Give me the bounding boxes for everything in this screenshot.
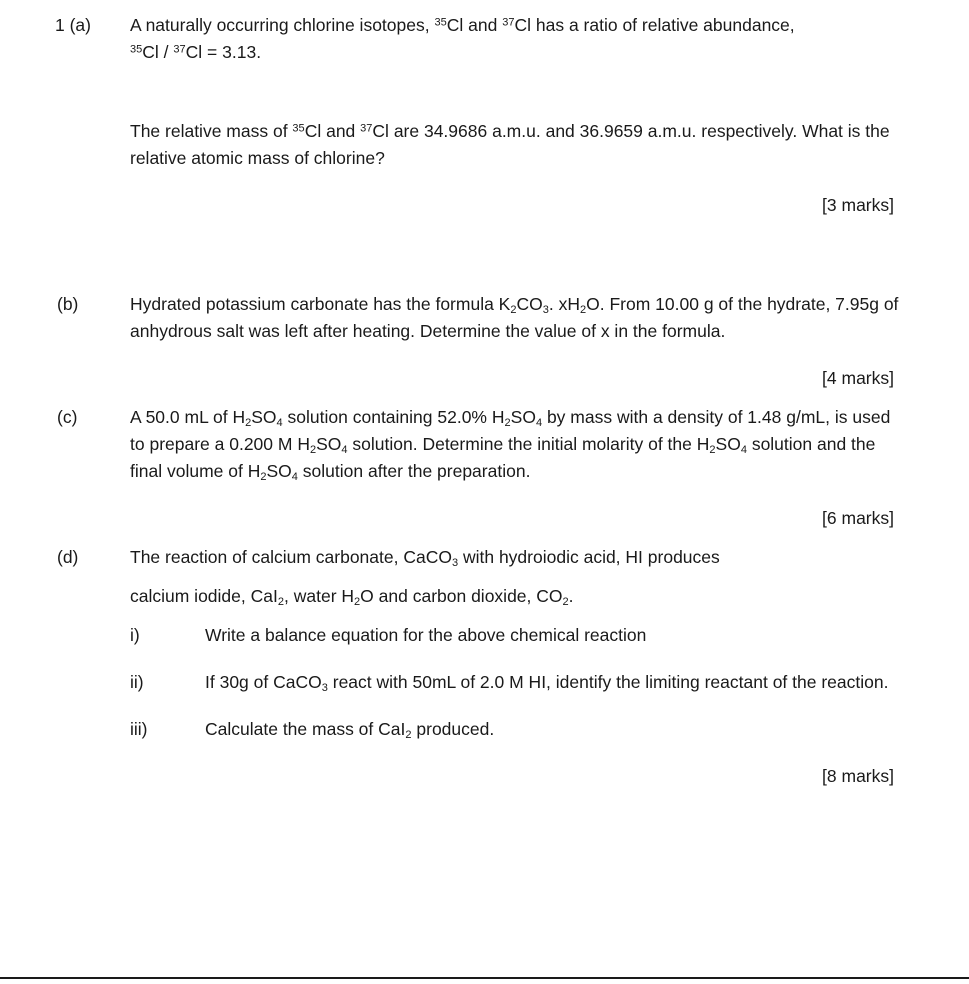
q1c-t9: solution and the final volume of H [130,434,876,481]
co3-subscript: 3 [542,304,549,317]
question-1a [0,12,969,66]
question-1d-item-iii-label: iii) [130,719,148,739]
q1b-pre: Hydrated potassium carbonate has the formula K [130,294,511,314]
spacer-before-1c-marks [0,485,969,505]
ratio-35-superscript: 35 [130,43,143,56]
spacer-after-1c-marks [0,532,969,544]
ratio-isotope-37 [173,42,202,62]
q1b-post: . From 10.00 g of the hydrate, 7.95g of anhydrous salt was left after heating. Determine the value of x in the formula. [130,294,899,341]
mass-isotope-35 [292,121,321,141]
question-1d-item-i-text: Write a balance equation for the above chemical reaction [205,625,647,645]
isotope-37-symbol: Cl [514,15,531,35]
q1d-l2-pre: calcium iodide, CaI [130,586,278,606]
q1b-dot: . xH [548,294,580,314]
question-1d-line2 [130,583,909,610]
spacer-after-1a-marks [0,219,969,271]
spacer-1d-inner [130,571,909,583]
question-1b-body [130,291,969,345]
q1a-line1-pre: A naturally occurring chlorine isotopes, [130,15,435,35]
spacer-before-1b-marks [0,345,969,365]
cai2-subscript: 2 [277,596,284,609]
question-1a-marks: [3 marks] [822,195,894,215]
question-1c-statement [130,404,909,485]
h2o-subscript: 2 [580,304,587,317]
question-1d-item-i [0,622,969,649]
q1a-p2-pre: The relative mass of [130,121,293,141]
co2-subscript: 2 [562,596,569,609]
spacer-before-1d-items [0,610,969,622]
q1c-t10: SO [266,461,292,481]
question-1d-item-ii-text [205,669,969,696]
question-1a-label: 1 (a) [55,15,91,35]
q1a-line1-mid: and [463,15,503,35]
question-1d-line1 [130,544,909,571]
spacer-between-i-ii [0,649,969,669]
spacer-before-1a-marks [0,172,969,192]
q1c-t7: solution. Determine the initial molarity of the H [347,434,710,454]
ratio-37-symbol: Cl [185,42,203,62]
mass-37-symbol: Cl [372,121,389,141]
water-h2-subscript: 2 [354,596,361,609]
h2so4-b-h-subscript: 2 [504,417,511,430]
question-1a-statement [130,12,914,39]
q1d-l1-post: with hydroiodic acid, HI produces [458,547,720,567]
spacer-after-1a-marks-2 [0,271,969,291]
mass-isotope-37 [360,121,389,141]
h2so4-d-o-subscript: 4 [740,444,747,457]
q1b-co: CO [516,294,543,314]
spacer-between-ii-iii [0,696,969,716]
q1d-l1-pre: The reaction of calcium carbonate, CaCO [130,547,452,567]
h2so4-e-h-subscript: 2 [260,471,267,484]
question-1a-body [130,12,969,66]
caco3-subscript: 3 [451,557,459,570]
q1d-l2-post: . [568,586,574,606]
question-1d-item-iii-text [205,716,969,743]
question-1c [0,404,969,485]
mass-35-symbol: Cl [304,121,322,141]
question-1d-label: (d) [57,547,79,567]
k2-subscript: 2 [510,304,517,317]
isotope-37-superscript: 37 [502,16,515,29]
q1c-t5: by mass with a density of 1.48 g/mL, is used to prepare a 0.200 M H [130,407,891,454]
question-1d-marks: [8 marks] [822,766,894,786]
q1c-t8: SO [715,434,741,454]
top-spacer [0,0,969,12]
spacer-after-1b-marks [0,392,969,404]
question-1c-label: (c) [57,407,78,427]
q1d-l2-mid2: O and carbon dioxide, CO [360,586,563,606]
question-1d-item-i-label: i) [130,625,140,645]
q1c-t4: SO [510,407,536,427]
h2so4-b-o-subscript: 4 [535,417,543,430]
h2so4-d-h-subscript: 2 [709,444,716,457]
question-1d [0,544,969,610]
h2so4-a-h-subscript: 2 [245,417,252,430]
q1c-t3: solution containing 52.0% H [282,407,505,427]
ratio-isotope-35 [130,42,159,62]
spacer-after-1a-line1 [0,66,969,118]
cai2-iii-subscript: 2 [405,729,412,742]
isotope-35-symbol: Cl [446,15,464,35]
h2so4-c-h-subscript: 2 [309,444,317,457]
h2so4-e-o-subscript: 4 [291,471,298,484]
h2so4-c-o-subscript: 4 [341,444,348,457]
caco3-ii-subscript: 3 [321,682,328,695]
isotope-35-superscript: 35 [434,16,447,29]
question-1a-ratio [130,39,914,66]
q1c-t6: SO [316,434,342,454]
q1a-line1-post: has a ratio of relative abundance, [531,15,795,35]
question-1d-item-ii [0,669,969,696]
mass-37-superscript: 37 [360,122,373,135]
question-1c-marks: [6 marks] [822,508,894,528]
question-1d-body [130,544,969,610]
question-1b-label: (b) [57,294,79,314]
q1a-p2-post: are 34.9686 a.m.u. and 36.9659 a.m.u. respectively. What is the relative atomic mass of chlorine? [130,121,890,168]
q1c-t2: SO [251,407,277,427]
q1d-iii-post: produced. [411,719,495,739]
h2so4-a-o-subscript: 4 [276,417,283,430]
q1d-ii-post: react with 50mL of 2.0 M HI, identify the limiting reactant of the reaction. [327,672,889,692]
q1c-t1: A 50.0 mL of H [130,407,246,427]
q1d-iii-pre: Calculate the mass of CaI [205,719,406,739]
page-footer-rule [0,977,969,979]
question-1b [0,291,969,345]
question-1c-body [130,404,969,485]
question-1d-item-iii [0,716,969,743]
spacer-before-1d-marks [0,743,969,763]
question-1a-relative-mass [130,118,914,172]
ratio-37-superscript: 37 [173,43,186,56]
ratio-slash: / [158,42,174,62]
question-1a-second-body [130,118,969,172]
question-1b-marks: [4 marks] [822,368,894,388]
question-1b-statement [130,291,909,345]
isotope-37-cl [502,15,531,35]
q1d-ii-pre: If 30g of CaCO [205,672,322,692]
q1a-p2-mid: and [321,121,361,141]
question-1a-second-paragraph-row [0,118,969,172]
isotope-35-cl [434,15,463,35]
q1b-o: O [586,294,600,314]
question-1d-item-ii-label: ii) [130,672,144,692]
ratio-35-symbol: Cl [142,42,159,62]
q1d-l2-mid: , water H [284,586,355,606]
ratio-value: = 3.13. [202,42,262,62]
q1c-t11: solution after the preparation. [297,461,531,481]
mass-35-superscript: 35 [292,122,305,135]
